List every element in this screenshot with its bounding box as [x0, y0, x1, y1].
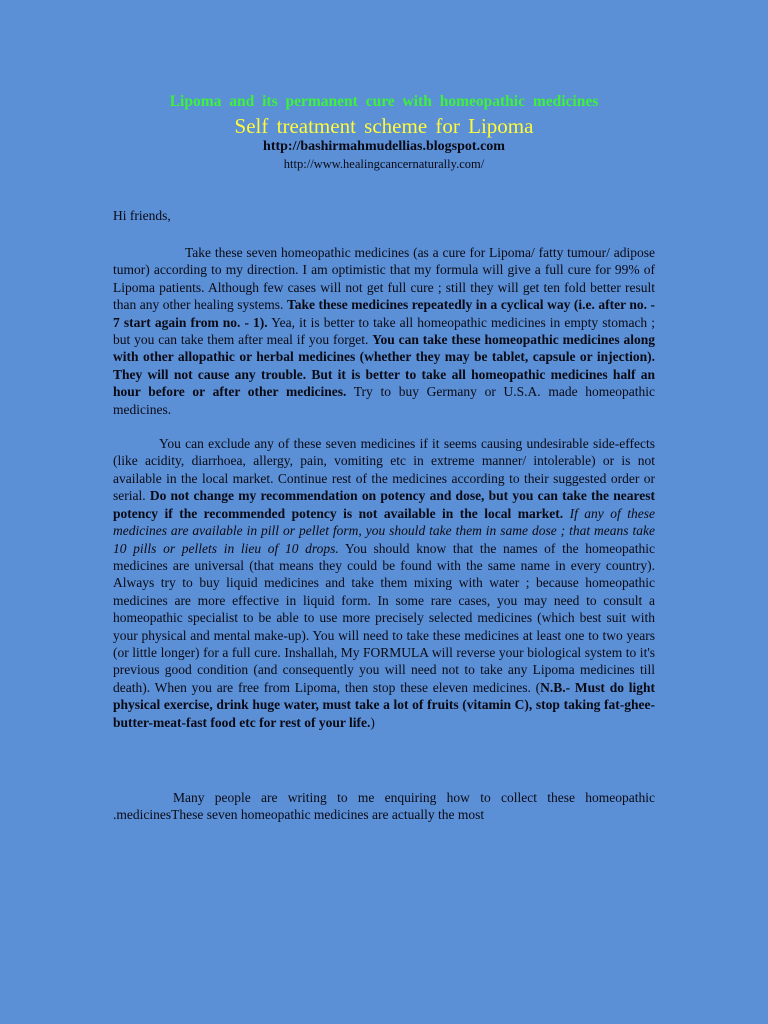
- paragraph-exclusion-and-potency: [113, 435, 655, 731]
- paragraph-dosage-instructions: [113, 244, 655, 418]
- blog-url[interactable]: http://bashirmahmudellias.blogspot.com: [263, 139, 505, 154]
- text-run: Many people are writing to me enquiring how to collect these homeopathic .medicinesThese seven homeopathic medicines are actually the most: [113, 789, 655, 823]
- text-run: ): [370, 714, 375, 730]
- document-title: Lipoma and its permanent cure with homeopathic medicines: [169, 93, 599, 110]
- website-url[interactable]: http://www.healingcancernaturally.com/: [283, 157, 485, 171]
- document-subtitle: Self treatment scheme for Lipoma: [234, 114, 534, 138]
- bold-text-run: You can take these homeopathic medicines along with other allopathic or herbal medicines (whether they may be tablet, capsule or injection). They will not cause any trouble. But it is better to take all homeopathic medicines half an hour before or after other medicines.: [113, 332, 655, 400]
- text-run: Take these seven homeopathic medicines (as a cure for Lipoma/ fatty tumour/ adipose tumor) according to my direction. I am optimistic that my formula will give a full cure for 99% of Lipoma patients. Although few cases will not get full cure ; still they will get ten fold better result than any other healing systems.: [113, 245, 655, 313]
- italic-text-run: If any of these medicines are available in pill or pellet form, you should take them in same dose ; that means take 10 pills or pellets in lieu of 10 drops.: [113, 505, 655, 556]
- bold-text-run: Take these medicines repeatedly in a cyclical way (i.e. after no. - 7 start again from no. - 1).: [113, 297, 655, 330]
- text-run: Yea, it is better to take all homeopathic medicines in empty stomach ; but you can take them after meal if you forget.: [113, 314, 656, 348]
- text-run: You should know that the names of the homeopathic medicines are universal (that means they could be found with the same name in every country). Always try to buy liquid medicines and take them mixing with water ; because homeopathic medicines are more effective in liquid form. In some rare cases, you may need to consult a homeopathic specialist to be able to use more precisely selected medicines (which best suit with your physical and mental make-up). You will need to take these medicines at least one to two years (or little longer) for a full cure. Inshallah, My FORMULA will reverse your biological system to it's previous good condition (and consequently you will need not to take any Lipoma medicines till death). When you are free from Lipoma, then stop these eleven medicines. (: [113, 540, 655, 695]
- paragraph-collecting-medicines: [113, 789, 655, 824]
- bold-text-run: N.B.- Must do light physical exercise, drink huge water, must take a lot of fruits (vitamin C), stop taking fat-ghee-butter-meat-fast food etc for rest of your life.: [113, 679, 655, 730]
- greeting: Hi friends,: [113, 208, 171, 223]
- document-page: [113, 92, 655, 824]
- bold-text-run: Do not change my recommendation on potency and dose, but you can take the nearest potency if the recommended potency is not available in the local market.: [113, 488, 655, 521]
- text-run: You can exclude any of these seven medicines if it seems causing undesirable side-effects (like acidity, diarrhoea, allergy, pain, vomiting etc in extreme manner/ intolerable) or is not available in the local market. Continue rest of the medicines according to their suggested order or serial.: [113, 436, 655, 504]
- text-run: Try to buy Germany or U.S.A. made homeopathic medicines.: [113, 384, 655, 417]
